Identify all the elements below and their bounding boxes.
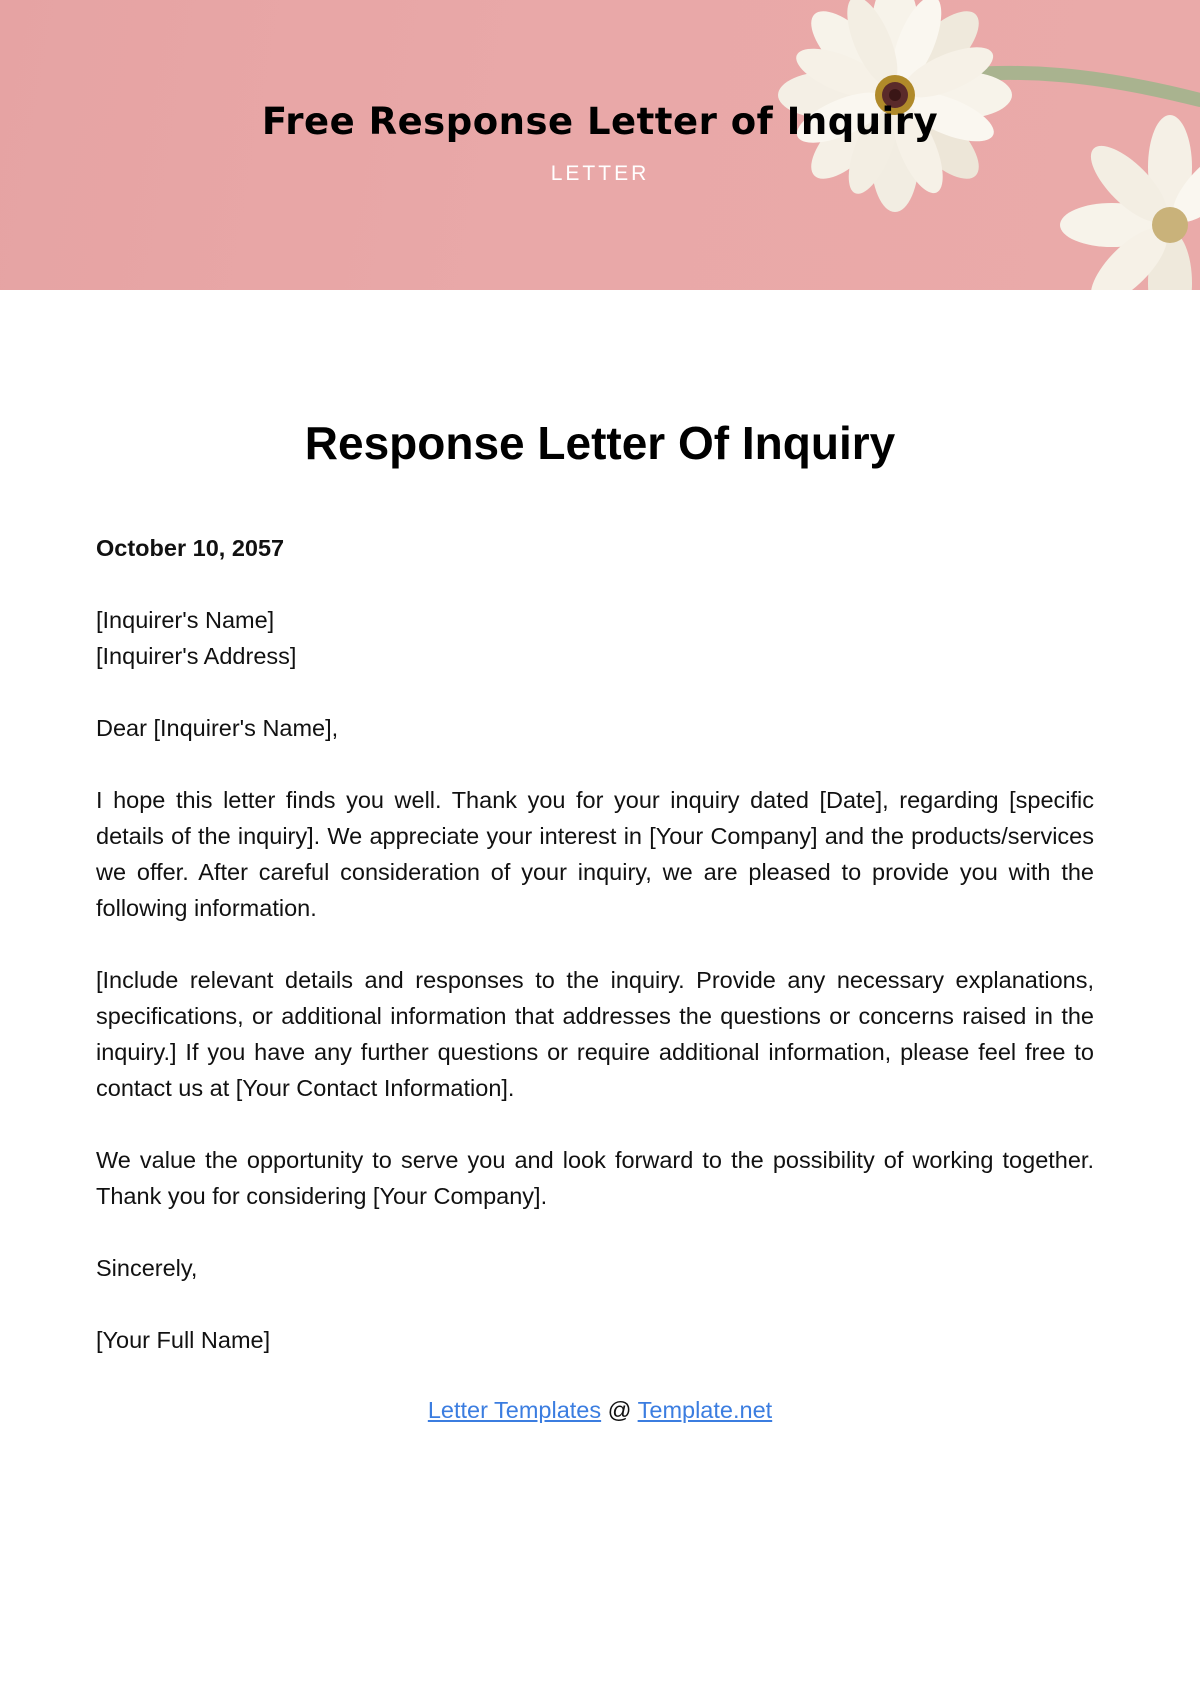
signature: [Your Full Name]: [96, 1327, 271, 1353]
letter-body: [96, 530, 1094, 1394]
closing: Sincerely,: [96, 1255, 198, 1281]
footer: [0, 1392, 1200, 1428]
banner-title: Free Response Letter of Inquiry: [261, 100, 939, 143]
letter-templates-link[interactable]: Letter Templates: [427, 1397, 602, 1423]
header-banner: [0, 0, 1200, 290]
document-title: Response Letter Of Inquiry: [304, 417, 896, 469]
salutation: Dear [Inquirer's Name],: [96, 715, 339, 741]
recipient-name: [Inquirer's Name]: [96, 607, 275, 633]
footer-separator: @: [607, 1397, 632, 1423]
flower-decoration: [0, 0, 1200, 290]
recipient-address: [Inquirer's Address]: [96, 643, 297, 669]
paragraph-intro: I hope this letter finds you well. Thank you for your inquiry dated [Date], regarding [specific details of the inquiry]. We appreciate your interest in [Your Company] and the products/services we offer. After careful consideration of your inquiry, we are pleased to provide you with the following information.: [96, 787, 1094, 921]
paragraph-details: [Include relevant details and responses to the inquiry. Provide any necessary explanations, specifications, or additional information that addresses the questions or concerns raised in the inquiry.] If you have any further questions or require additional information, please feel free to contact us at [Your Contact Information].: [96, 967, 1094, 1101]
paragraph-closing: We value the opportunity to serve you and look forward to the possibility of working together. Thank you for considering [Your Company].: [96, 1147, 1094, 1209]
banner-subtitle: LETTER: [550, 162, 650, 185]
letter-date: October 10, 2057: [96, 535, 285, 561]
template-net-link[interactable]: Template.net: [637, 1397, 773, 1423]
